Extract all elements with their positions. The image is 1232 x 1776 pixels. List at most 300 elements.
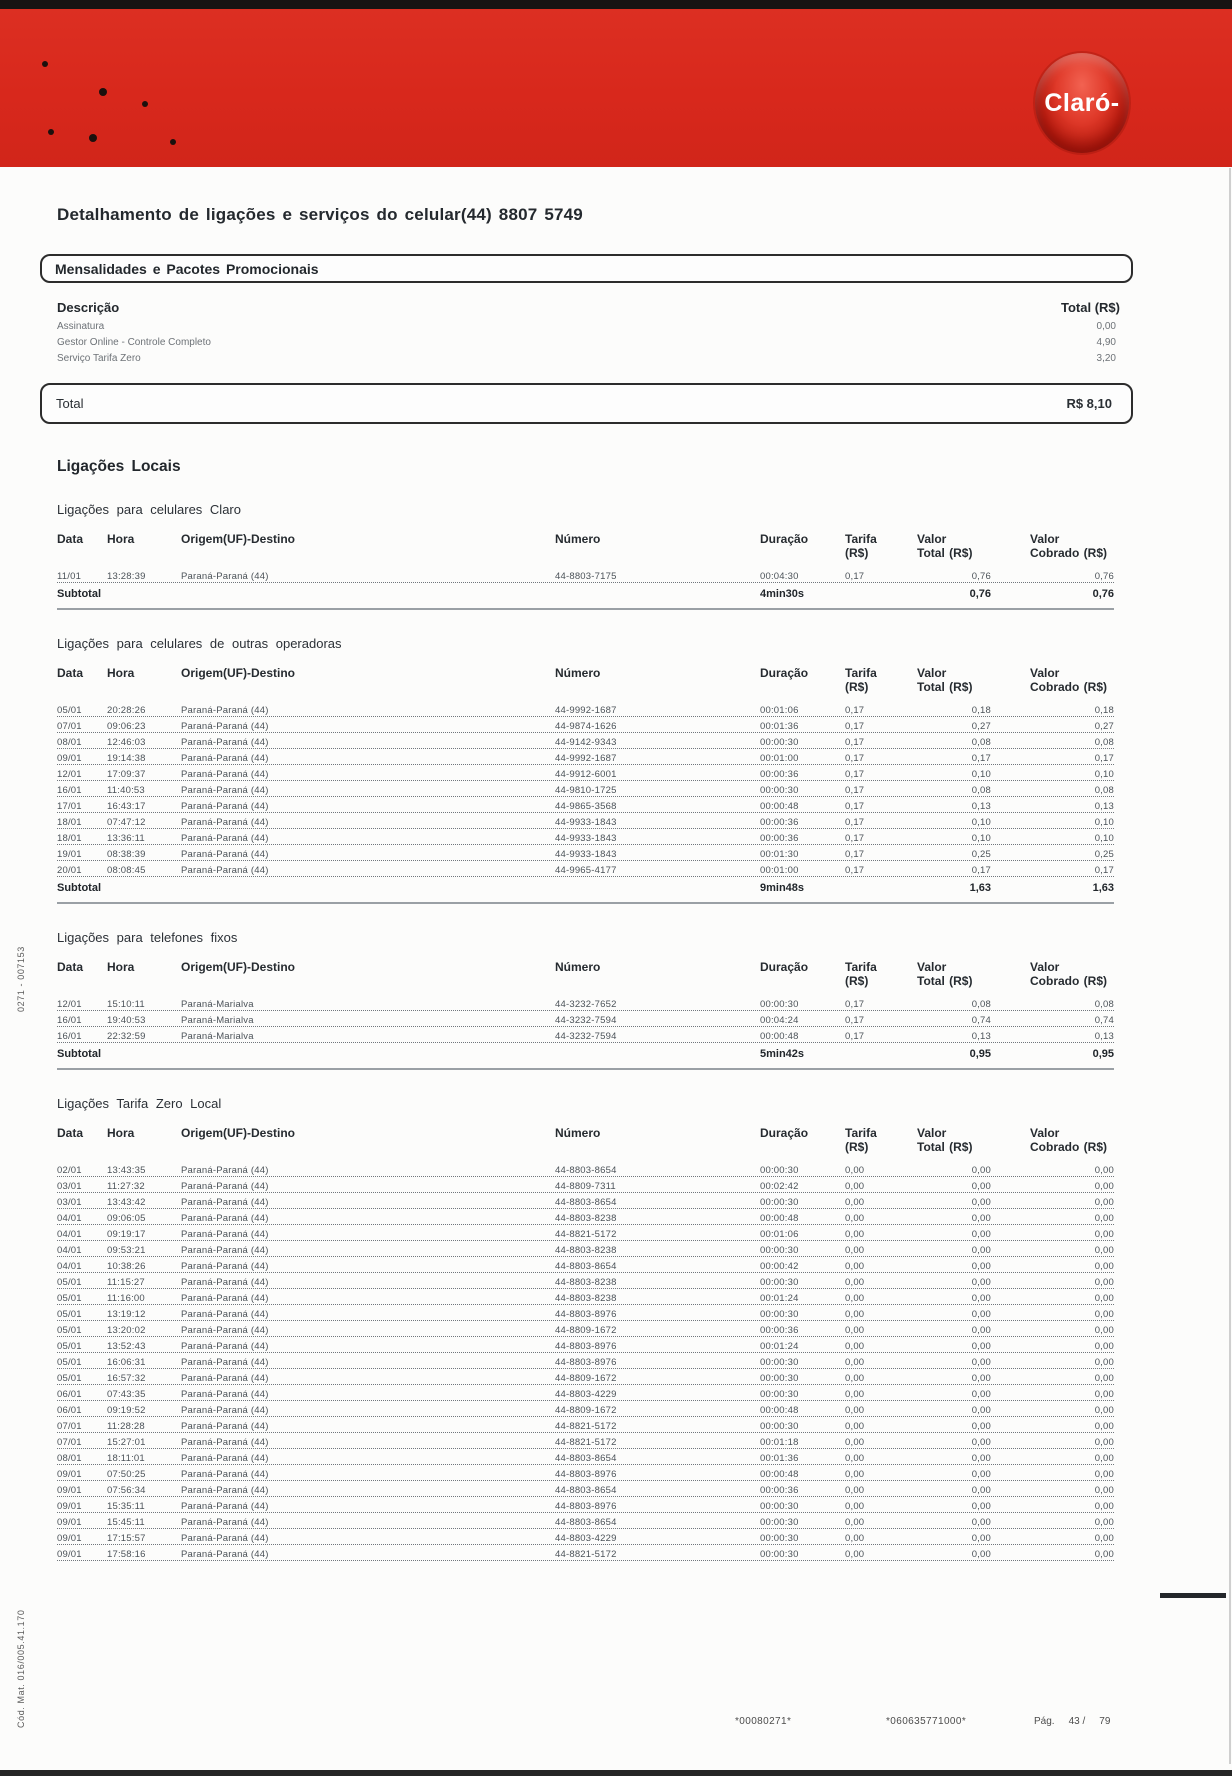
table-cell: 0,13 bbox=[1094, 1031, 1114, 1042]
table-cell: 0,00 bbox=[845, 1373, 865, 1384]
table-cell: 11/01 bbox=[57, 571, 82, 582]
table-row bbox=[57, 1177, 1114, 1193]
table-cell: 44-8809-1672 bbox=[555, 1405, 617, 1416]
column-header-line2: (R$) bbox=[845, 1140, 869, 1154]
table-cell: 13:36:11 bbox=[107, 833, 145, 844]
table-cell: 0,00 bbox=[845, 1325, 865, 1336]
table-cell: 0,00 bbox=[1094, 1229, 1114, 1240]
column-header bbox=[107, 532, 181, 546]
table-cell: 0,00 bbox=[1094, 1309, 1114, 1320]
table-cell: 0,00 bbox=[971, 1277, 991, 1288]
section-ligacoes-locais: Ligações Locais bbox=[57, 458, 181, 475]
table-cell: Paraná-Paraná (44) bbox=[181, 1437, 269, 1448]
table-cell: 44-8803-4229 bbox=[555, 1533, 617, 1544]
table-cell: 15:27:01 bbox=[107, 1437, 146, 1448]
table-cell: Paraná-Paraná (44) bbox=[181, 1549, 269, 1560]
table-cell: 03/01 bbox=[57, 1181, 82, 1192]
column-header-line1: Duração bbox=[760, 960, 809, 974]
table-cell: 00:00:30 bbox=[760, 1309, 799, 1320]
table-cell: 0,00 bbox=[1094, 1341, 1114, 1352]
table-cell: 0,00 bbox=[971, 1213, 991, 1224]
table-cell: 0,00 bbox=[845, 1533, 865, 1544]
table-cell: 0,00 bbox=[1094, 1261, 1114, 1272]
column-header-line1: Origem(UF)-Destino bbox=[181, 532, 295, 546]
table-cell: 0,00 bbox=[845, 1357, 865, 1368]
table-cell: 0,00 bbox=[845, 1277, 865, 1288]
table-cell: 0,18 bbox=[971, 705, 991, 716]
column-header-line1: Tarifa bbox=[845, 960, 877, 974]
table-cell: 0,17 bbox=[971, 753, 991, 764]
table-row bbox=[57, 845, 1114, 861]
table-cell: 44-8803-8654 bbox=[555, 1197, 617, 1208]
table-cell: 44-9965-4177 bbox=[555, 865, 617, 876]
total-label: Total bbox=[56, 396, 84, 411]
table-cell: 07/01 bbox=[57, 1437, 82, 1448]
table-cell: 16/01 bbox=[57, 1015, 82, 1026]
table-cell: 00:04:24 bbox=[760, 1015, 799, 1026]
table-cell: 05/01 bbox=[57, 1293, 82, 1304]
table-row bbox=[57, 1433, 1114, 1449]
table-header-row bbox=[57, 960, 1114, 988]
table-cell: 0,74 bbox=[971, 1015, 991, 1026]
table-row bbox=[57, 1353, 1114, 1369]
table-cell: 0,10 bbox=[1094, 817, 1114, 828]
table-cell: Paraná-Marialva bbox=[181, 999, 254, 1010]
table-cell: 07:50:25 bbox=[107, 1469, 146, 1480]
table-cell: 0,08 bbox=[971, 785, 991, 796]
table-cell: 44-8803-8654 bbox=[555, 1485, 617, 1496]
table-row bbox=[57, 1241, 1114, 1257]
table-cell: Paraná-Marialva bbox=[181, 1031, 254, 1042]
margin-note-bottom: Cód. Mat. 016/005.41.170 bbox=[16, 1609, 26, 1728]
table-subtitle: Ligações Tarifa Zero Local bbox=[57, 1096, 222, 1111]
column-header bbox=[555, 960, 760, 974]
table-cell: 0,00 bbox=[1094, 1405, 1114, 1416]
table-cell: 0,00 bbox=[1094, 1277, 1114, 1288]
scan-bottom-edge bbox=[0, 1770, 1232, 1776]
table-cell: 0,17 bbox=[845, 769, 865, 780]
table-cell: 0,00 bbox=[971, 1421, 991, 1432]
table-cell: Paraná-Paraná (44) bbox=[181, 1533, 269, 1544]
mensalidades-items bbox=[40, 319, 1133, 367]
table-cell: 15:45:11 bbox=[107, 1517, 145, 1528]
table-cell: 0,00 bbox=[971, 1485, 991, 1496]
table-cell: 0,00 bbox=[971, 1165, 991, 1176]
table-row bbox=[57, 1417, 1114, 1433]
column-header-line1: Data bbox=[57, 1126, 84, 1140]
table-cell: 0,00 bbox=[971, 1373, 991, 1384]
table-cell: 00:00:36 bbox=[760, 817, 799, 828]
table-cell: 06/01 bbox=[57, 1405, 82, 1416]
column-header bbox=[917, 532, 991, 560]
table-cell: Paraná-Paraná (44) bbox=[181, 1357, 269, 1368]
mensalidade-item bbox=[57, 351, 1116, 367]
table-cell: 0,10 bbox=[1094, 833, 1114, 844]
table-row bbox=[57, 813, 1114, 829]
column-header-line2: Cobrado (R$) bbox=[1030, 680, 1107, 694]
table-cell: 00:00:48 bbox=[760, 1469, 799, 1480]
table-cell: 0,00 bbox=[1094, 1533, 1114, 1544]
column-header bbox=[917, 666, 991, 694]
table-cell: 44-8803-8976 bbox=[555, 1501, 617, 1512]
column-header bbox=[555, 532, 760, 546]
table-cell: 0,00 bbox=[845, 1517, 865, 1528]
table-row bbox=[57, 995, 1114, 1011]
column-header bbox=[57, 666, 107, 680]
table-cell: 00:01:06 bbox=[760, 1229, 799, 1240]
table-cell: 0,17 bbox=[845, 849, 865, 860]
table-cell: 18/01 bbox=[57, 833, 82, 844]
table-cell: 0,00 bbox=[971, 1293, 991, 1304]
table-cell: 44-9874-1626 bbox=[555, 721, 617, 732]
table-cell: 13:52:43 bbox=[107, 1341, 146, 1352]
table-cell: 00:00:30 bbox=[760, 737, 799, 748]
table-cell: 05/01 bbox=[57, 1357, 82, 1368]
table-cell: 44-9933-1843 bbox=[555, 849, 617, 860]
table-cell: 0,00 bbox=[845, 1421, 865, 1432]
table-cell: 07/01 bbox=[57, 1421, 82, 1432]
column-header bbox=[57, 532, 107, 546]
table-cell: 09/01 bbox=[57, 753, 82, 764]
table-header-row bbox=[57, 532, 1114, 560]
table-cell: 18/01 bbox=[57, 817, 82, 828]
table-cell: 0,00 bbox=[971, 1197, 991, 1208]
table-cell: 00:00:30 bbox=[760, 1373, 799, 1384]
table-cell: Paraná-Paraná (44) bbox=[181, 1277, 269, 1288]
column-header bbox=[57, 960, 107, 974]
table-cell: 03/01 bbox=[57, 1197, 82, 1208]
table-cell: 0,00 bbox=[971, 1517, 991, 1528]
column-header bbox=[555, 666, 760, 680]
table-cell: 0,00 bbox=[1094, 1453, 1114, 1464]
table-row bbox=[57, 861, 1114, 877]
table-cell: 05/01 bbox=[57, 1309, 82, 1320]
column-header-line1: Duração bbox=[760, 532, 809, 546]
table-cell: 0,00 bbox=[845, 1309, 865, 1320]
table-cell: 0,00 bbox=[1094, 1357, 1114, 1368]
column-header bbox=[991, 666, 1114, 694]
table-cell: Paraná-Paraná (44) bbox=[181, 1261, 269, 1272]
column-header-line1: Data bbox=[57, 960, 84, 974]
table-cell: 09:19:17 bbox=[107, 1229, 146, 1240]
table-cell: Paraná-Paraná (44) bbox=[181, 1421, 269, 1432]
table-cell: 17:09:37 bbox=[107, 769, 146, 780]
table-cell: 00:00:48 bbox=[760, 801, 799, 812]
table-cell: 44-8803-8654 bbox=[555, 1261, 617, 1272]
table-tarifa-zero-local bbox=[57, 1096, 1114, 1561]
footer-code-1: *00080271* bbox=[735, 1716, 792, 1727]
table-cell: 0,08 bbox=[1094, 785, 1114, 796]
table-cell: 13:43:42 bbox=[107, 1197, 146, 1208]
mensalidade-value: 4,90 bbox=[1096, 337, 1116, 348]
table-cell: Paraná-Paraná (44) bbox=[181, 1309, 269, 1320]
footer-code-2: *060635771000* bbox=[886, 1716, 967, 1727]
column-header bbox=[555, 1126, 760, 1140]
column-header-line1: Tarifa bbox=[845, 1126, 877, 1140]
table-row bbox=[57, 701, 1114, 717]
table-cell: Paraná-Paraná (44) bbox=[181, 753, 269, 764]
column-header-line1: Hora bbox=[107, 1126, 135, 1140]
table-cell: 00:01:30 bbox=[760, 849, 799, 860]
column-header-line2: Total (R$) bbox=[917, 1140, 973, 1154]
column-header bbox=[760, 666, 845, 680]
table-cell: Paraná-Paraná (44) bbox=[181, 1197, 269, 1208]
table-cell: Paraná-Marialva bbox=[181, 1015, 254, 1026]
subtotal-valor-total: 0,76 bbox=[969, 588, 991, 600]
column-header bbox=[107, 666, 181, 680]
table-cell: 44-8803-8976 bbox=[555, 1341, 617, 1352]
table-cell: 0,00 bbox=[971, 1501, 991, 1512]
descricao-header: Descrição bbox=[57, 300, 120, 315]
table-cell: 09:19:52 bbox=[107, 1405, 146, 1416]
table-cell: 44-8821-5172 bbox=[555, 1229, 617, 1240]
table-row bbox=[57, 1257, 1114, 1273]
subtotal-label: Subtotal bbox=[57, 588, 101, 600]
column-header-line1: Valor bbox=[917, 666, 947, 680]
table-cell: 13:20:02 bbox=[107, 1325, 146, 1336]
column-header-line1: Número bbox=[555, 960, 601, 974]
table-cell: 04/01 bbox=[57, 1245, 82, 1256]
table-cell: 0,17 bbox=[1094, 753, 1114, 764]
table-cell: 09/01 bbox=[57, 1549, 82, 1560]
table-cell: 20:28:26 bbox=[107, 705, 146, 716]
column-header bbox=[181, 960, 555, 974]
table-cell: 44-8803-8238 bbox=[555, 1277, 617, 1288]
column-header bbox=[760, 960, 845, 974]
table-cell: 0,00 bbox=[1094, 1245, 1114, 1256]
table-cell: 17:15:57 bbox=[107, 1533, 146, 1544]
page-indicator bbox=[1034, 1716, 1110, 1727]
mensalidade-item bbox=[57, 335, 1116, 351]
table-cell: 22:32:59 bbox=[107, 1031, 146, 1042]
table-cell: Paraná-Paraná (44) bbox=[181, 1245, 269, 1256]
table-outras-operadoras bbox=[57, 636, 1114, 904]
table-cell: 00:00:30 bbox=[760, 1421, 799, 1432]
subtotal-label: Subtotal bbox=[57, 1048, 101, 1060]
table-cell: Paraná-Paraná (44) bbox=[181, 1517, 269, 1528]
table-cell: 09:06:23 bbox=[107, 721, 146, 732]
table-cell: 0,17 bbox=[845, 801, 865, 812]
table-cell: 44-8803-8976 bbox=[555, 1309, 617, 1320]
table-row bbox=[57, 1321, 1114, 1337]
table-cell: 0,00 bbox=[845, 1437, 865, 1448]
mensalidade-desc: Gestor Online - Controle Completo bbox=[57, 337, 211, 348]
table-cell: Paraná-Paraná (44) bbox=[181, 1469, 269, 1480]
table-cell: 0,17 bbox=[845, 571, 865, 582]
column-header-line2: Total (R$) bbox=[917, 680, 973, 694]
table-cell: Paraná-Paraná (44) bbox=[181, 1389, 269, 1400]
table-cell: 0,17 bbox=[1094, 865, 1114, 876]
table-cell: 09/01 bbox=[57, 1533, 82, 1544]
page-title: Detalhamento de ligações e serviços do celular(44) 8807 5749 bbox=[57, 205, 583, 224]
table-cell: 44-3232-7594 bbox=[555, 1031, 617, 1042]
table-cell: 44-9865-3568 bbox=[555, 801, 617, 812]
table-cell: 44-9810-1725 bbox=[555, 785, 617, 796]
table-cell: 09/01 bbox=[57, 1469, 82, 1480]
subtotal-valor-cobrado: 0,95 bbox=[1092, 1048, 1114, 1060]
column-header-line1: Tarifa bbox=[845, 532, 877, 546]
table-cell: 09/01 bbox=[57, 1517, 82, 1528]
column-header-line1: Valor bbox=[1030, 532, 1060, 546]
column-header bbox=[991, 1126, 1114, 1154]
table-cell: 07:47:12 bbox=[107, 817, 146, 828]
table-row bbox=[57, 1027, 1114, 1043]
table-cell: 00:00:48 bbox=[760, 1031, 799, 1042]
table-cell: 00:01:24 bbox=[760, 1341, 799, 1352]
table-cell: 11:16:00 bbox=[107, 1293, 145, 1304]
table-cell: 0,00 bbox=[845, 1293, 865, 1304]
table-cell: Paraná-Paraná (44) bbox=[181, 1325, 269, 1336]
mensalidades-box-title: Mensalidades e Pacotes Promocionais bbox=[55, 260, 319, 277]
table-cell: 07/01 bbox=[57, 721, 82, 732]
table-cell: 0,00 bbox=[845, 1549, 865, 1560]
column-header bbox=[760, 532, 845, 546]
subtotal-spacer bbox=[845, 882, 917, 894]
table-cell: 44-8803-8654 bbox=[555, 1165, 617, 1176]
column-header-line2: (R$) bbox=[845, 546, 869, 560]
table-cell: 17/01 bbox=[57, 801, 82, 812]
table-cell: 44-8809-1672 bbox=[555, 1325, 617, 1336]
table-cell: 16:43:17 bbox=[107, 801, 146, 812]
table-cell: 0,00 bbox=[845, 1245, 865, 1256]
table-cell: 44-8803-7175 bbox=[555, 571, 617, 582]
table-cell: 15:10:11 bbox=[107, 999, 145, 1010]
table-cell: 00:00:30 bbox=[760, 1165, 799, 1176]
table-cell: 00:00:30 bbox=[760, 1245, 799, 1256]
table-cell: 0,00 bbox=[1094, 1485, 1114, 1496]
table-cell: 12:46:03 bbox=[107, 737, 146, 748]
table-cell: 0,10 bbox=[971, 769, 991, 780]
column-header bbox=[181, 666, 555, 680]
column-header bbox=[991, 532, 1114, 560]
table-row bbox=[57, 567, 1114, 583]
table-cell: 0,17 bbox=[845, 753, 865, 764]
table-row bbox=[57, 1497, 1114, 1513]
table-cell: 0,00 bbox=[845, 1501, 865, 1512]
table-cell: 0,00 bbox=[1094, 1165, 1114, 1176]
subtotal-valor-total: 0,95 bbox=[969, 1048, 991, 1060]
table-cell: 0,00 bbox=[971, 1229, 991, 1240]
table-cell: 0,00 bbox=[845, 1469, 865, 1480]
table-cell: 0,00 bbox=[971, 1453, 991, 1464]
table-cell: 0,00 bbox=[971, 1405, 991, 1416]
mensalidade-value: 0,00 bbox=[1096, 321, 1116, 332]
table-cell: 04/01 bbox=[57, 1229, 82, 1240]
column-header-line1: Valor bbox=[1030, 960, 1060, 974]
table-cell: Paraná-Paraná (44) bbox=[181, 1341, 269, 1352]
scan-registration-mark bbox=[1160, 1593, 1226, 1598]
table-cell: 18:11:01 bbox=[107, 1453, 145, 1464]
table-cell: Paraná-Paraná (44) bbox=[181, 737, 269, 748]
table-cell: 0,00 bbox=[971, 1533, 991, 1544]
table-cell: 0,00 bbox=[1094, 1197, 1114, 1208]
table-cell: 44-8803-4229 bbox=[555, 1389, 617, 1400]
subtotal-spacer bbox=[845, 588, 917, 600]
table-cell: 00:00:30 bbox=[760, 1389, 799, 1400]
subtotal-valor-total: 1,63 bbox=[969, 882, 991, 894]
table-cell: 00:01:00 bbox=[760, 865, 799, 876]
table-cell: 0,00 bbox=[1094, 1373, 1114, 1384]
table-cell: 11:27:32 bbox=[107, 1181, 145, 1192]
table-row bbox=[57, 1161, 1114, 1177]
margin-note-top: 0271 - 007153 bbox=[16, 946, 26, 1012]
total-box bbox=[40, 383, 1133, 424]
table-cell: 00:02:42 bbox=[760, 1181, 799, 1192]
column-header-line2: Cobrado (R$) bbox=[1030, 974, 1107, 988]
column-header-line2: Total (R$) bbox=[917, 974, 973, 988]
table-cell: 0,27 bbox=[1094, 721, 1114, 732]
table-cell: 0,00 bbox=[845, 1389, 865, 1400]
table-cell: 00:01:36 bbox=[760, 1453, 799, 1464]
subtotal-row bbox=[57, 877, 1114, 904]
table-cell: 00:00:36 bbox=[760, 1485, 799, 1496]
table-subtitle: Ligações para celulares Claro bbox=[57, 502, 241, 517]
table-cell: 19:40:53 bbox=[107, 1015, 146, 1026]
table-cell: 0,08 bbox=[971, 999, 991, 1010]
table-cell: 0,00 bbox=[1094, 1213, 1114, 1224]
table-row bbox=[57, 1337, 1114, 1353]
table-cell: 44-3232-7652 bbox=[555, 999, 617, 1010]
table-row bbox=[57, 1193, 1114, 1209]
table-cell: 0,00 bbox=[971, 1245, 991, 1256]
table-cell: 00:00:36 bbox=[760, 769, 799, 780]
table-cell: Paraná-Paraná (44) bbox=[181, 1373, 269, 1384]
table-cell: 44-9912-6001 bbox=[555, 769, 617, 780]
table-cell: Paraná-Paraná (44) bbox=[181, 1485, 269, 1496]
page-indicator-label: Pág. bbox=[1034, 1716, 1055, 1727]
column-header-line1: Origem(UF)-Destino bbox=[181, 1126, 295, 1140]
table-cell: 44-8803-8238 bbox=[555, 1293, 617, 1304]
table-cell: 11:15:27 bbox=[107, 1277, 145, 1288]
table-cell: 00:00:42 bbox=[760, 1261, 799, 1272]
column-header bbox=[760, 1126, 845, 1140]
table-row bbox=[57, 1305, 1114, 1321]
table-cell: 0,00 bbox=[845, 1485, 865, 1496]
table-cell: 0,13 bbox=[971, 1031, 991, 1042]
scan-right-edge bbox=[1229, 168, 1231, 1764]
table-cell: 00:00:30 bbox=[760, 1501, 799, 1512]
table-cell: 0,27 bbox=[971, 721, 991, 732]
table-cell: 0,10 bbox=[1094, 769, 1114, 780]
table-cell: 0,76 bbox=[971, 571, 991, 582]
table-cell: 10:38:26 bbox=[107, 1261, 146, 1272]
table-row bbox=[57, 1449, 1114, 1465]
table-cell: 09/01 bbox=[57, 1501, 82, 1512]
page-indicator-number: 43 / bbox=[1068, 1716, 1086, 1727]
table-cell: 0,00 bbox=[1094, 1549, 1114, 1560]
claro-logo-text: Claró- bbox=[1044, 88, 1120, 117]
scan-top-edge bbox=[0, 0, 1232, 9]
table-cell: 12/01 bbox=[57, 999, 82, 1010]
table-cell: 44-8821-5172 bbox=[555, 1421, 617, 1432]
mensalidades-box bbox=[40, 254, 1133, 283]
header-banner bbox=[0, 9, 1232, 167]
column-header-line1: Data bbox=[57, 666, 84, 680]
table-row bbox=[57, 1209, 1114, 1225]
table-cell: 00:00:30 bbox=[760, 1197, 799, 1208]
table-cell: 13:43:35 bbox=[107, 1165, 146, 1176]
table-cell: 0,00 bbox=[971, 1261, 991, 1272]
table-cell: 0,00 bbox=[971, 1389, 991, 1400]
table-row bbox=[57, 1529, 1114, 1545]
table-cell: 00:00:30 bbox=[760, 1549, 799, 1560]
table-cell: 0,00 bbox=[971, 1309, 991, 1320]
table-cell: 05/01 bbox=[57, 1341, 82, 1352]
table-cell: 0,17 bbox=[845, 833, 865, 844]
table-cell: 05/01 bbox=[57, 705, 82, 716]
table-cell: 00:01:18 bbox=[760, 1437, 799, 1448]
column-header bbox=[845, 1126, 917, 1154]
